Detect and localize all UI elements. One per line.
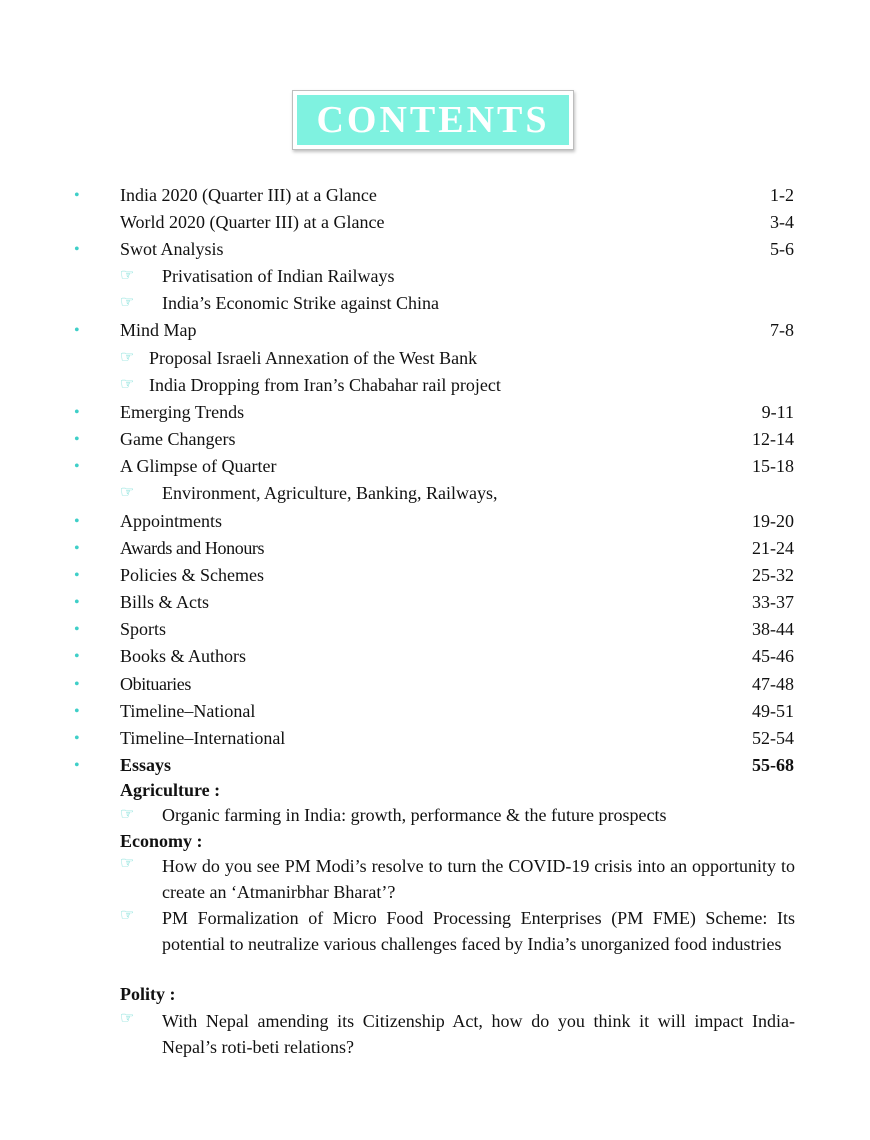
essay-title: Organic farming in India: growth, performance & the future prospects xyxy=(162,805,667,825)
pointing-hand-icon: ☞ xyxy=(120,349,135,366)
entry-title: World 2020 (Quarter III) at a Glance xyxy=(120,212,385,232)
entry-title: Awards and Honours xyxy=(120,538,265,558)
toc-entry xyxy=(0,752,870,779)
toc-entry xyxy=(0,725,870,752)
subentry-title: Environment, Agriculture, Banking, Railways, xyxy=(162,483,498,503)
entry-page: 19-20 xyxy=(752,511,794,531)
bullet-icon: • xyxy=(74,676,80,693)
entry-title: Obituaries xyxy=(120,674,191,694)
toc-entry xyxy=(0,236,870,263)
entry-page: 38-44 xyxy=(752,619,794,639)
entry-page: 15-18 xyxy=(752,456,794,476)
toc-entry xyxy=(0,698,870,725)
entry-title: Swot Analysis xyxy=(120,239,224,259)
entry-page: 21-24 xyxy=(752,538,794,558)
toc-entry xyxy=(0,399,870,426)
toc-subentry xyxy=(0,372,870,399)
entry-page: 12-14 xyxy=(752,429,794,449)
bullet-icon: • xyxy=(74,703,80,720)
bullet-icon: • xyxy=(74,757,80,774)
entry-title: Bills & Acts xyxy=(120,592,210,612)
bullet-icon: • xyxy=(74,241,80,258)
toc-entry xyxy=(0,616,870,643)
subentry-title: Privatisation of Indian Railways xyxy=(162,266,395,286)
entry-title: Policies & Schemes xyxy=(120,565,264,585)
contents-title-box xyxy=(292,90,574,150)
essay-section-heading xyxy=(0,777,870,804)
bullet-icon: • xyxy=(74,594,80,611)
pointing-hand-icon: ☞ xyxy=(120,806,135,823)
bullet-icon: • xyxy=(74,513,80,530)
pointing-hand-icon: ☞ xyxy=(120,855,135,872)
toc-entry xyxy=(0,643,870,670)
entry-title: India 2020 (Quarter III) at a Glance xyxy=(120,185,377,205)
essay-section-heading xyxy=(0,828,870,855)
essay-title: With Nepal amending its Citizenship Act, how do you think it will impact India-Nepal’s roti-beti relations? xyxy=(162,1011,795,1057)
bullet-icon: • xyxy=(74,730,80,747)
agriculture-heading: Agriculture : xyxy=(120,780,221,800)
toc-subentry xyxy=(0,290,870,317)
toc-entry xyxy=(0,589,870,616)
essay-section-heading xyxy=(0,981,870,1008)
entry-page: 5-6 xyxy=(770,239,794,259)
entry-title: Sports xyxy=(120,619,167,639)
entry-title: Essays xyxy=(120,755,172,775)
bullet-icon: • xyxy=(74,458,80,475)
pointing-hand-icon: ☞ xyxy=(120,267,135,284)
bullet-icon: • xyxy=(74,621,80,638)
entry-page: 55-68 xyxy=(752,755,794,775)
bullet-icon: • xyxy=(74,187,80,204)
toc-subentry xyxy=(0,263,870,290)
pointing-hand-icon: ☞ xyxy=(120,376,135,393)
entry-page: 1-2 xyxy=(770,185,794,205)
toc-entry xyxy=(0,317,870,344)
subentry-title: Proposal Israeli Annexation of the West Bank xyxy=(149,348,478,368)
toc-entry xyxy=(0,508,870,535)
toc-subentry xyxy=(0,802,870,829)
bullet-icon: • xyxy=(74,648,80,665)
bullet-icon: • xyxy=(74,540,80,557)
bullet-icon: • xyxy=(74,322,80,339)
pointing-hand-icon: ☞ xyxy=(120,294,135,311)
toc-subentry xyxy=(0,345,870,372)
toc-entry xyxy=(0,535,870,562)
toc-entry xyxy=(0,671,870,698)
entry-title: Emerging Trends xyxy=(120,402,245,422)
entry-title: A Glimpse of Quarter xyxy=(120,456,277,476)
entry-page: 7-8 xyxy=(770,320,794,340)
entry-page: 47-48 xyxy=(752,674,794,694)
bullet-icon: • xyxy=(74,404,80,421)
entry-page: 9-11 xyxy=(761,402,794,422)
toc-subentry xyxy=(0,480,870,507)
entry-title: Appointments xyxy=(120,511,222,531)
entry-page: 25-32 xyxy=(752,565,794,585)
entry-page: 49-51 xyxy=(752,701,794,721)
toc-entry xyxy=(0,209,870,236)
economy-heading: Economy : xyxy=(120,831,203,851)
polity-heading: Polity : xyxy=(120,984,176,1004)
entry-title: Books & Authors xyxy=(120,646,247,666)
toc-entry xyxy=(0,453,870,480)
pointing-hand-icon: ☞ xyxy=(120,1010,135,1027)
toc-entry xyxy=(0,562,870,589)
entry-page: 52-54 xyxy=(752,728,794,748)
entry-title: Timeline–International xyxy=(120,728,286,748)
subentry-title: India’s Economic Strike against China xyxy=(162,293,439,313)
subentry-title: India Dropping from Iran’s Chabahar rail project xyxy=(149,375,501,395)
entry-page: 33-37 xyxy=(752,592,794,612)
toc-entry xyxy=(0,426,870,453)
entry-page: 45-46 xyxy=(752,646,794,666)
pointing-hand-icon: ☞ xyxy=(120,484,135,501)
entry-title: Game Changers xyxy=(120,429,236,449)
entry-title: Timeline–National xyxy=(120,701,256,721)
bullet-icon: • xyxy=(74,567,80,584)
page-title: CONTENTS xyxy=(297,95,569,145)
bullet-icon: • xyxy=(74,431,80,448)
entry-title: Mind Map xyxy=(120,320,197,340)
entry-page: 3-4 xyxy=(770,212,794,232)
essay-title: PM Formalization of Micro Food Processing Enterprises (PM FME) Scheme: Its potential to neutralize various challenges faced by India’s unorganized food industries xyxy=(162,908,795,954)
essay-title: How do you see PM Modi’s resolve to turn the COVID-19 crisis into an opportunity to create an ‘Atmanirbhar Bharat’? xyxy=(162,856,795,902)
pointing-hand-icon: ☞ xyxy=(120,907,135,924)
toc-entry xyxy=(0,182,870,209)
